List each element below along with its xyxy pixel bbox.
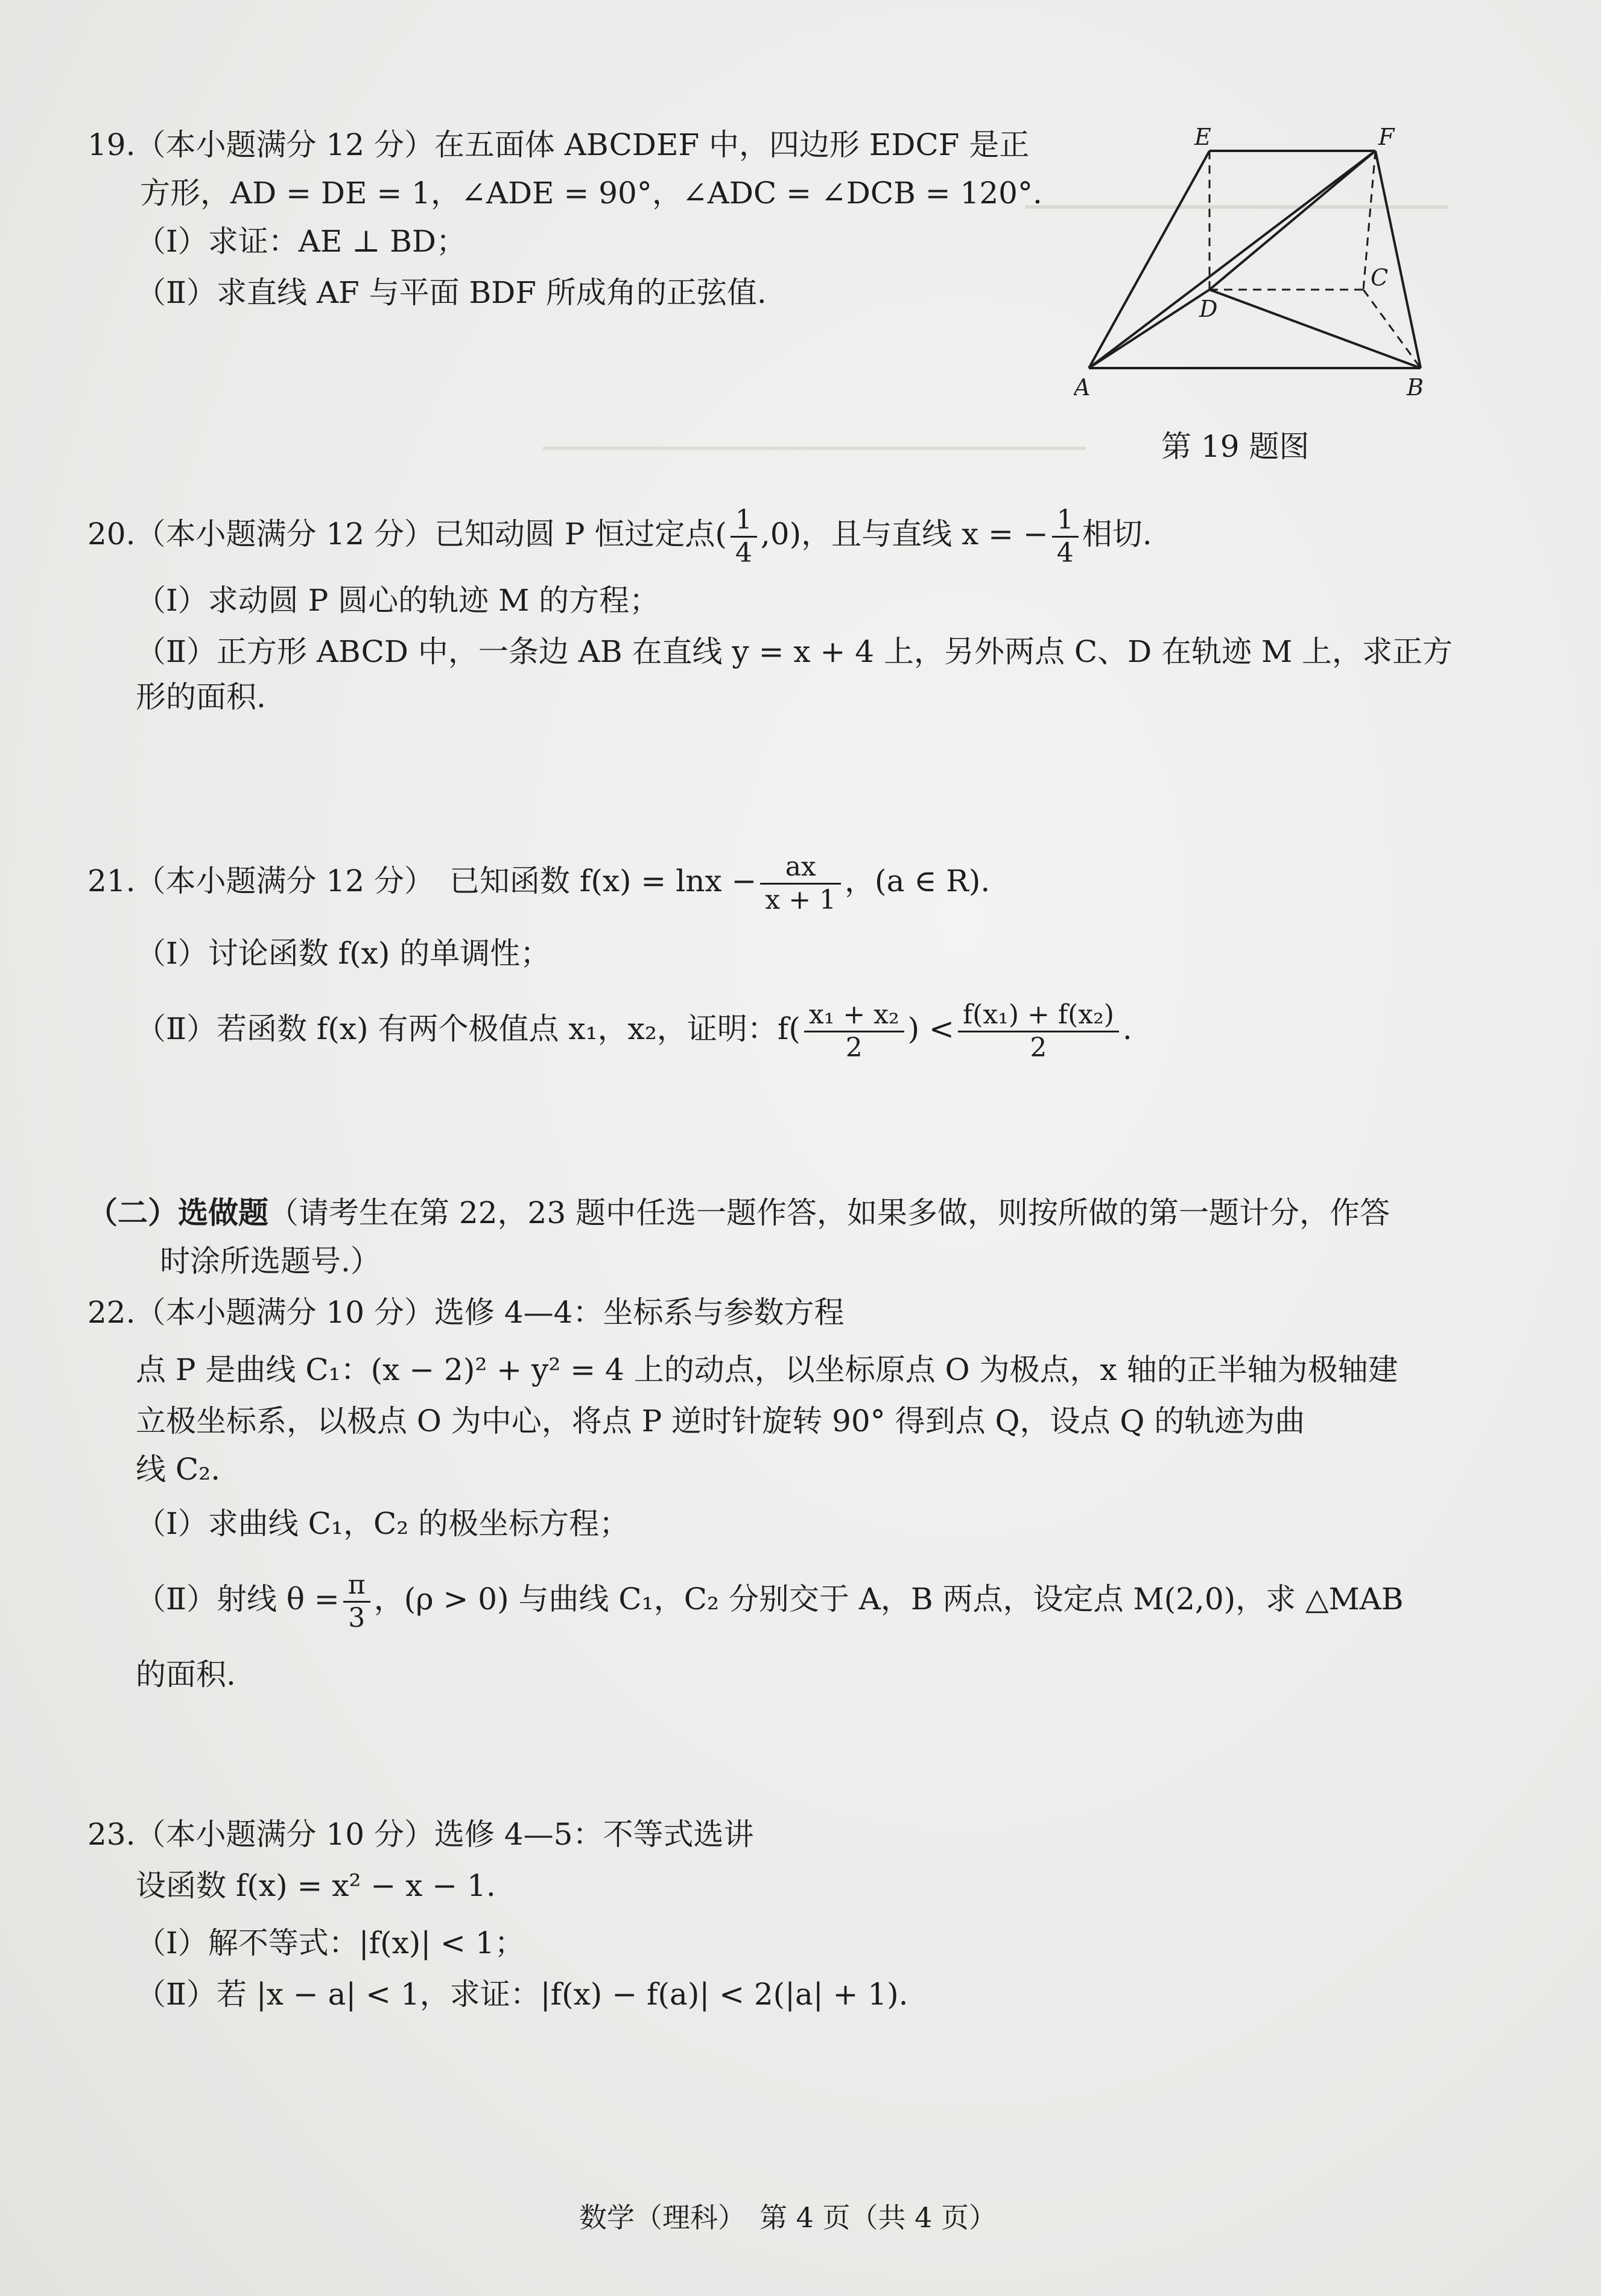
q19-figure xyxy=(1074,118,1436,468)
q21-fraction-2-den: 2 xyxy=(845,1032,863,1063)
q22-part2 xyxy=(136,1566,1404,1634)
q22-fraction-num: π xyxy=(343,1569,370,1603)
q22-fraction-den: 3 xyxy=(348,1602,366,1633)
q21-fraction-1-den: x + 1 xyxy=(765,884,837,915)
q20-part2-line1: （Ⅱ）正方形 ABCD 中，一条边 AB 在直线 y = x + 4 上，另外两点 C、D 在轨迹 M 上，求正方 xyxy=(136,634,1453,669)
q23-line2: 设函数 f(x) = x² − x − 1. xyxy=(136,1868,496,1903)
optional-section-text: （请考生在第 22，23 题中任选一题作答，如果多做，则按所做的第一题计分，作答 xyxy=(268,1195,1390,1230)
q19-line2: 方形，AD = DE = 1，∠ADE = 90°，∠ADC = ∠DCB = 120°. xyxy=(140,176,1042,211)
label-F: F xyxy=(1378,124,1395,150)
edge-FB xyxy=(1375,151,1421,368)
page-footer: 数学（理科） 第 4 页（共 4 页） xyxy=(579,2201,997,2234)
q21-line1-b: ，(a ∈ R). xyxy=(845,863,991,898)
q21-line1-a: 21.（本小题满分 12 分） 已知函数 f(x) = lnx − xyxy=(87,863,757,898)
q21-part2 xyxy=(136,996,1132,1064)
q21-part2-c: . xyxy=(1122,1011,1132,1046)
q22-part2-line2: 的面积. xyxy=(136,1657,236,1692)
q21-fraction-3-num: f(x₁) + f(x₂) xyxy=(958,999,1119,1032)
label-C: C xyxy=(1371,264,1389,291)
label-B: B xyxy=(1407,374,1424,401)
q20-fraction-2 xyxy=(1052,504,1079,569)
q20-fraction-1 xyxy=(731,504,757,569)
optional-section-line2: 时涂所选题号.） xyxy=(160,1244,381,1279)
q23-line1: 23.（本小题满分 10 分）选修 4—5：不等式选讲 xyxy=(87,1817,754,1852)
label-D: D xyxy=(1199,296,1218,322)
bleed-through-decoration xyxy=(543,410,1086,450)
q21-line1 xyxy=(87,848,990,916)
q22-part2-b: ，(ρ > 0) 与曲线 C₁，C₂ 分别交于 A，B 两点，设定点 M(2,0)，求 △MAB xyxy=(373,1582,1404,1617)
q21-fraction-3-den: 2 xyxy=(1030,1032,1047,1063)
q21-fraction-1-num: ax xyxy=(760,851,841,885)
q22-part2-a: （Ⅱ）射线 θ = xyxy=(136,1582,340,1617)
q21-part2-a: （Ⅱ）若函数 f(x) 有两个极值点 x₁，x₂，证明：f( xyxy=(136,1011,800,1046)
q20-line1-c: 相切. xyxy=(1082,517,1152,552)
q21-part2-b: ) < xyxy=(907,1011,954,1046)
label-E: E xyxy=(1194,124,1211,150)
q21-fraction-3 xyxy=(958,999,1119,1064)
q22-line2: 点 P 是曲线 C₁：(x − 2)² + y² = 4 上的动点，以坐标原点 O 为极点，x 轴的正半轴为极轴建 xyxy=(136,1352,1398,1387)
optional-section-line1 xyxy=(87,1192,1390,1234)
q21-fraction-1 xyxy=(760,851,841,916)
q21-part1: （Ⅰ）讨论函数 f(x) 的单调性； xyxy=(136,936,551,971)
q23-part2: （Ⅱ）若 |x − a| < 1，求证：|f(x) − f(a)| < 2(|a| + 1). xyxy=(136,1977,908,2012)
edge-AE xyxy=(1089,151,1209,368)
q19-part2: （Ⅱ）求直线 AF 与平面 BDF 所成角的正弦值. xyxy=(136,275,767,310)
q20-part2-line2: 形的面积. xyxy=(136,679,266,714)
q22-line1: 22.（本小题满分 10 分）选修 4—4：坐标系与参数方程 xyxy=(87,1295,845,1330)
q22-line3: 立极坐标系，以极点 O 为中心，将点 P 逆时针旋转 90° 得到点 Q，设点 Q 的轨迹为曲 xyxy=(136,1404,1305,1439)
q22-fraction xyxy=(343,1569,370,1634)
q22-line4: 线 C₂. xyxy=(136,1452,221,1487)
q20-fraction-1-den: 4 xyxy=(735,537,752,568)
q20-fraction-2-num: 1 xyxy=(1052,504,1079,538)
q21-fraction-2-num: x₁ + x₂ xyxy=(804,999,904,1032)
edge-DB xyxy=(1209,290,1421,368)
edge-AD xyxy=(1089,290,1209,368)
q20-fraction-1-num: 1 xyxy=(731,504,757,538)
label-A: A xyxy=(1074,374,1091,401)
q20-line1-a: 20.（本小题满分 12 分）已知动圆 P 恒过定点( xyxy=(87,517,727,552)
q19-line1: 19.（本小题满分 12 分）在五面体 ABCDEF 中，四边形 EDCF 是正 xyxy=(87,127,1030,162)
q22-part1: （Ⅰ）求曲线 C₁，C₂ 的极坐标方程； xyxy=(136,1506,630,1541)
q19-part1: （Ⅰ）求证：AE ⊥ BD； xyxy=(136,224,466,259)
q19-figure-caption: 第 19 题图 xyxy=(1161,429,1310,464)
q20-part1: （Ⅰ）求动圆 P 圆心的轨迹 M 的方程； xyxy=(136,583,660,618)
q20-line1 xyxy=(87,501,1152,569)
optional-section-title: （二）选做题 xyxy=(87,1195,268,1230)
q20-fraction-2-den: 4 xyxy=(1056,537,1074,568)
q21-fraction-2 xyxy=(804,999,904,1064)
edge-DF xyxy=(1209,151,1375,290)
q20-line1-b: ,0)，且与直线 x = − xyxy=(760,517,1048,552)
q23-part1: （Ⅰ）解不等式：|f(x)| < 1； xyxy=(136,1926,525,1961)
